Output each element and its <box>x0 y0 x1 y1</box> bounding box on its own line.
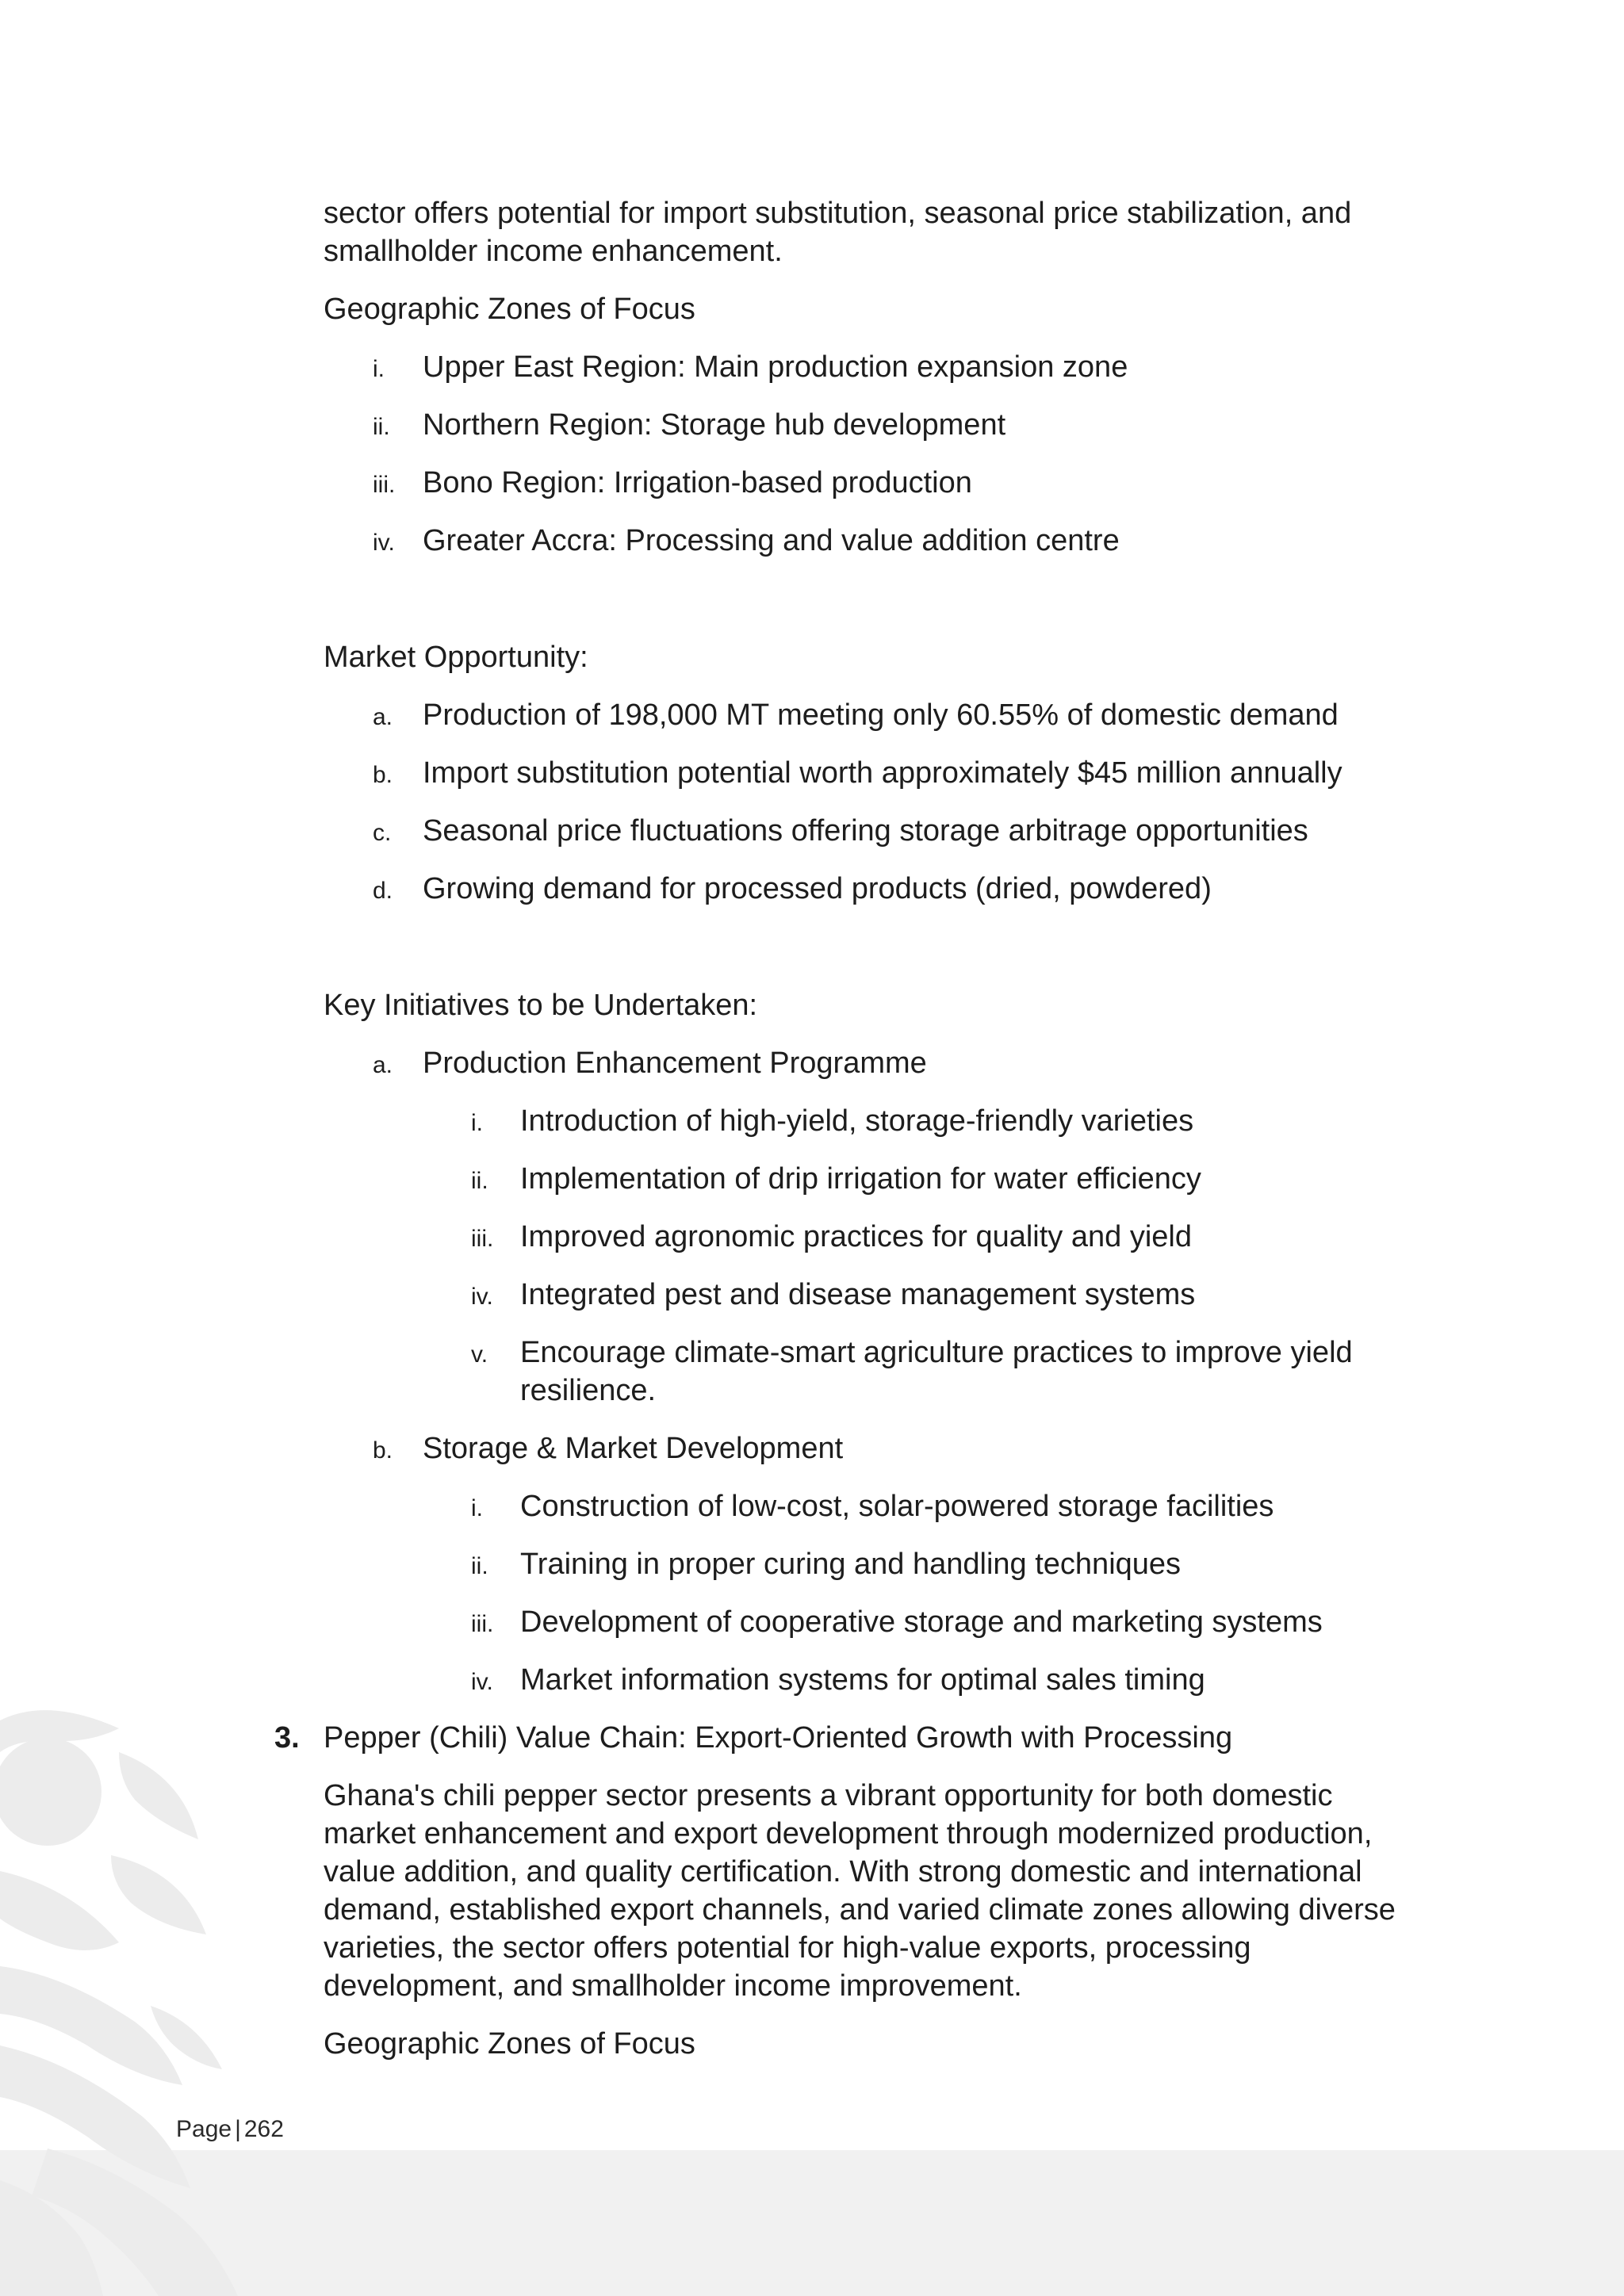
market-opportunity-list <box>324 696 1430 908</box>
list-item-text: Import substitution potential worth approximately $45 million annually <box>423 756 1342 790</box>
initiative-item <box>324 1429 1430 1468</box>
spacer <box>324 928 1430 986</box>
list-item-text: Introduction of high-yield, storage-friendly varieties <box>520 1104 1194 1138</box>
list-item-text: Market information systems for optimal sales timing <box>520 1663 1205 1697</box>
section-3-geo-heading: Geographic Zones of Focus <box>324 2027 695 2061</box>
initiative-item <box>324 1044 1430 1082</box>
list-marker: a. <box>373 704 393 730</box>
section-title: Pepper (Chili) Value Chain: Export-Oriented Growth with Processing <box>324 1721 1233 1755</box>
list-marker: iv. <box>373 530 395 556</box>
list-item-text: Greater Accra: Processing and value addition centre <box>423 524 1120 557</box>
intro-paragraph: sector offers potential for import substitution, seasonal price stabilization, and smallholder income enhancement. <box>324 197 1352 268</box>
list-item <box>324 754 1430 792</box>
list-marker: iii. <box>373 472 396 498</box>
list-item <box>324 696 1430 734</box>
list-marker: ii. <box>471 1168 488 1194</box>
list-item-text: Bono Region: Irrigation-based production <box>423 466 972 499</box>
list-item <box>324 406 1430 444</box>
list-marker: ii. <box>471 1553 488 1579</box>
list-item-text: Improved agronomic practices for quality and yield <box>520 1220 1192 1253</box>
initiative-title: Storage & Market Development <box>423 1432 844 1465</box>
list-item-text: Encourage climate-smart agriculture practices to improve yield resilience. <box>520 1336 1353 1407</box>
list-marker: i. <box>373 356 385 382</box>
sub-list-item <box>324 1218 1430 1256</box>
list-marker: b. <box>373 1437 393 1464</box>
list-item-text: Construction of low-cost, solar-powered storage facilities <box>520 1490 1274 1523</box>
list-item-text: Seasonal price fluctuations offering storage arbitrage opportunities <box>423 814 1308 848</box>
list-marker: ii. <box>373 414 390 440</box>
page-number-value: 262 <box>243 2116 284 2142</box>
section-number: 3. <box>274 1721 300 1755</box>
list-item <box>324 870 1430 908</box>
list-marker: v. <box>471 1341 488 1368</box>
key-initiatives-list <box>324 1044 1430 1699</box>
list-marker: i. <box>471 1495 483 1521</box>
geo-zones-heading: Geographic Zones of Focus <box>324 293 695 326</box>
sub-list-item <box>324 1102 1430 1140</box>
list-item-text: Upper East Region: Main production expansion zone <box>423 350 1128 384</box>
list-marker: iii. <box>471 1611 494 1637</box>
list-item-text: Implementation of drip irrigation for water efficiency <box>520 1162 1201 1196</box>
key-initiatives-heading: Key Initiatives to be Undertaken: <box>324 989 758 1022</box>
list-item <box>324 464 1430 502</box>
document-body <box>274 194 1430 2083</box>
sub-list-item <box>324 1160 1430 1198</box>
list-marker: iv. <box>471 1284 493 1310</box>
spacer <box>324 580 1430 638</box>
list-item-text: Development of cooperative storage and marketing systems <box>520 1605 1323 1639</box>
list-marker: b. <box>373 762 393 788</box>
sub-list-item <box>324 1487 1430 1525</box>
list-item <box>324 522 1430 560</box>
list-marker: i. <box>471 1110 483 1136</box>
list-item <box>324 348 1430 386</box>
section-3-paragraph: Ghana's chili pepper sector presents a vibrant opportunity for both domestic market enhancement and export development through modernized production, value addition, and quality certification. With strong domestic and international demand, established export channels, and varied climate zones allowing diverse varieties, the sector offers potential for high-value exports, processing development, and smallholder income improvement. <box>324 1779 1396 2003</box>
list-item-text: Production of 198,000 MT meeting only 60.55% of domestic demand <box>423 698 1339 732</box>
page-separator: | <box>235 2116 241 2142</box>
page-label: Page <box>176 2116 232 2142</box>
watermark-seal-graphic <box>0 1705 301 2296</box>
list-item <box>324 812 1430 850</box>
sub-list-item <box>324 1276 1430 1314</box>
sub-list-item <box>324 1545 1430 1583</box>
sub-list-item <box>324 1603 1430 1641</box>
list-item-text: Northern Region: Storage hub development <box>423 408 1006 442</box>
list-marker: d. <box>373 878 393 904</box>
initiative-title: Production Enhancement Programme <box>423 1047 927 1080</box>
list-marker: a. <box>373 1052 393 1078</box>
page-number <box>176 2112 284 2147</box>
sub-list-item <box>324 1661 1430 1699</box>
geo-zones-list <box>324 348 1430 560</box>
list-item-text: Training in proper curing and handling techniques <box>520 1548 1182 1581</box>
market-opportunity-heading: Market Opportunity: <box>324 641 588 674</box>
list-marker: c. <box>373 820 392 846</box>
sub-list-item <box>324 1334 1430 1410</box>
section-3-heading <box>274 1719 1430 1757</box>
list-marker: iv. <box>471 1669 493 1695</box>
list-marker: iii. <box>471 1226 494 1252</box>
list-item-text: Integrated pest and disease management systems <box>520 1278 1196 1311</box>
list-item-text: Growing demand for processed products (dried, powdered) <box>423 872 1212 905</box>
